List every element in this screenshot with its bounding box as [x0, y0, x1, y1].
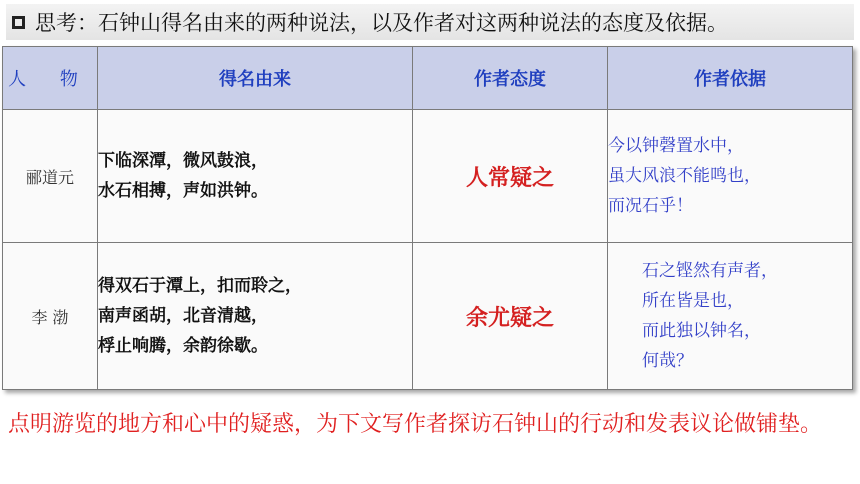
origin-line: 南声函胡，北音清越，: [98, 306, 268, 326]
header-origin: 得名由来: [98, 47, 413, 110]
basis-line: 而此独以钟名，: [642, 321, 761, 341]
header-attitude: 作者态度: [413, 47, 608, 110]
origin-cell: [98, 243, 413, 390]
conclusion-text: 点明游览的地方和心中的疑惑，为下文写作者探访石钟山的行动和发表议论做铺垫。: [8, 412, 823, 437]
origin-line: 水石相搏，声如洪钟。: [98, 181, 268, 201]
table-row: [3, 243, 853, 390]
header-basis: 作者依据: [608, 47, 853, 110]
table-header-row: [3, 47, 853, 110]
basis-line: 所在皆是也，: [642, 291, 744, 311]
attitude-cell: 余尤疑之: [413, 243, 608, 390]
table-row: [3, 110, 853, 243]
comparison-table: [2, 46, 853, 390]
checkbox-icon: [12, 16, 25, 29]
question-text: 思考：石钟山得名由来的两种说法，以及作者对这两种说法的态度及依据。: [35, 11, 728, 35]
basis-line: 虽大风浪不能鸣也，: [608, 166, 761, 186]
question-bar: [6, 4, 854, 40]
basis-line: 何哉？: [642, 351, 693, 371]
basis-line: 而况石乎！: [608, 196, 693, 216]
attitude-cell: 人常疑之: [413, 110, 608, 243]
origin-line: 得双石于潭上，扣而聆之，: [98, 276, 302, 296]
person-cell: 郦道元: [3, 110, 98, 243]
origin-cell: [98, 110, 413, 243]
basis-line: 石之铿然有声者，: [642, 261, 778, 281]
basis-cell: [608, 243, 853, 390]
origin-line: 下临深潭，微风鼓浪，: [98, 151, 268, 171]
person-cell: 李 渤: [3, 243, 98, 390]
basis-cell: [608, 110, 853, 243]
header-person: 人 物: [3, 47, 98, 110]
origin-line: 桴止响腾，余韵徐歇。: [98, 336, 268, 356]
basis-line: 今以钟磬置水中，: [608, 136, 744, 156]
